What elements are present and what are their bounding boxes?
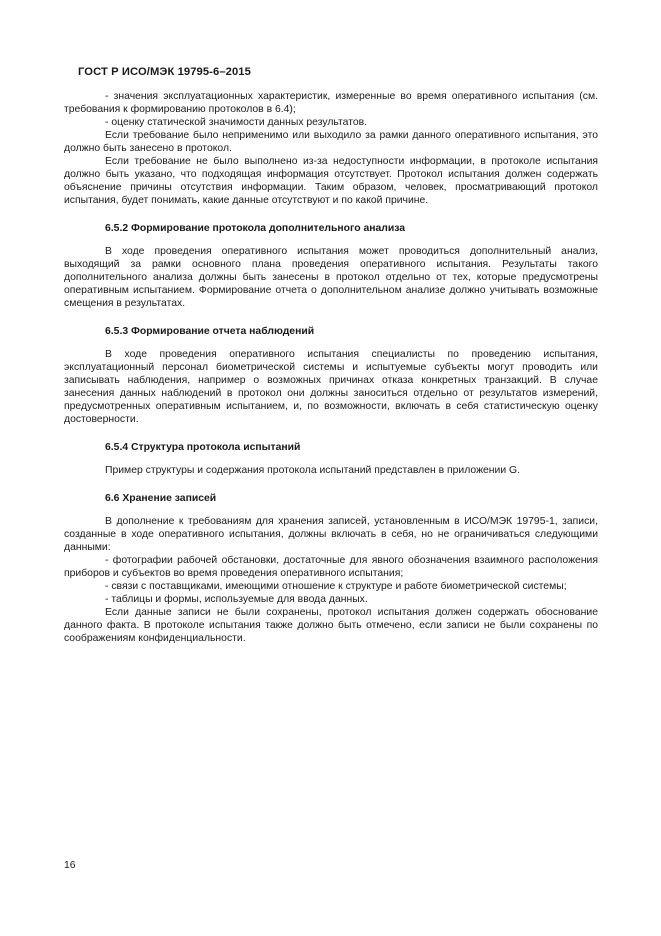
paragraph: В ходе проведения оперативного испытания может проводиться дополнительный анализ, выходящий за рамки основного плана проведения оперативного испытания. Результаты такого дополнительного анализа должны быть занесены в протокол отдельно от тех, которые предусмотрены оперативным испытанием. Формирование отчета о дополнительном анализе должно учитывать возможные смещения в результатах. bbox=[64, 246, 598, 309]
list-item: - связи с поставщиками, имеющими отношение к структуре и работе биометрической системы; bbox=[105, 581, 567, 592]
section-heading-6-6: 6.6 Хранение записей bbox=[105, 493, 217, 504]
paragraph: Если данные записи не были сохранены, протокол испытания должен содержать обоснование данного факта. В протоколе испытания также должно быть отмечено, если записи не были сохранены по соображениям конфиденциальности. bbox=[64, 607, 598, 644]
section-heading-6-5-4: 6.5.4 Структура протокола испытаний bbox=[105, 442, 301, 453]
section-heading-6-5-2: 6.5.2 Формирование протокола дополнительного анализа bbox=[105, 223, 406, 234]
paragraph: Если требование не было выполнено из-за недоступности информации, в протоколе испытания должно быть указано, что подходящая информация отсутствует. Протокол испытания должен содержать объяснение причины отсутствия информации. Таким образом, человек, просматривающий протокол испытания, будет понимать, какие данные отсутствуют и по какой причине. bbox=[64, 156, 598, 206]
paragraph: Пример структуры и содержания протокола испытаний представлен в приложении G. bbox=[105, 465, 521, 476]
paragraph: В дополнение к требованиям для хранения записей, установленным в ИСО/МЭК 19795-1, записи, созданные в ходе оперативного испытания, должны включать в себя, но не ограничиваться следующими данными: bbox=[64, 516, 598, 553]
list-item: - таблицы и формы, используемые для ввода данных. bbox=[105, 594, 368, 605]
page-number: 16 bbox=[64, 860, 76, 871]
list-item: - фотографии рабочей обстановки, достаточные для явного обозначения взаимного расположения приборов и субъектов во время проведения оперативного испытания; bbox=[64, 555, 598, 579]
paragraph: - значения эксплуатационных характеристик, измеренные во время оперативного испытания (см. требования к формированию протоколов в 6.4); bbox=[64, 91, 598, 115]
document-header: ГОСТ Р ИСО/МЭК 19795-6–2015 bbox=[78, 66, 251, 78]
paragraph: В ходе проведения оперативного испытания специалисты по проведению испытания, эксплуатационный персонал биометрической системы и испытуемые субъекты могут проводить или записывать наблюдения, например о возможных причинах отказа конкретных транзакций. В случае занесения данных наблюдений в протокол они должны заноситься отдельно от результатов измерений, предусмотренных оперативным испытанием, и, по возможности, включать в себя статистическую оценку достоверности. bbox=[64, 349, 598, 425]
paragraph: Если требование было неприменимо или выходило за рамки данного оперативного испытания, это должно быть занесено в протокол. bbox=[64, 130, 598, 154]
document-body bbox=[64, 90, 598, 645]
section-heading-6-5-3: 6.5.3 Формирование отчета наблюдений bbox=[105, 326, 315, 337]
paragraph: - оценку статической значимости данных результатов. bbox=[105, 117, 368, 128]
